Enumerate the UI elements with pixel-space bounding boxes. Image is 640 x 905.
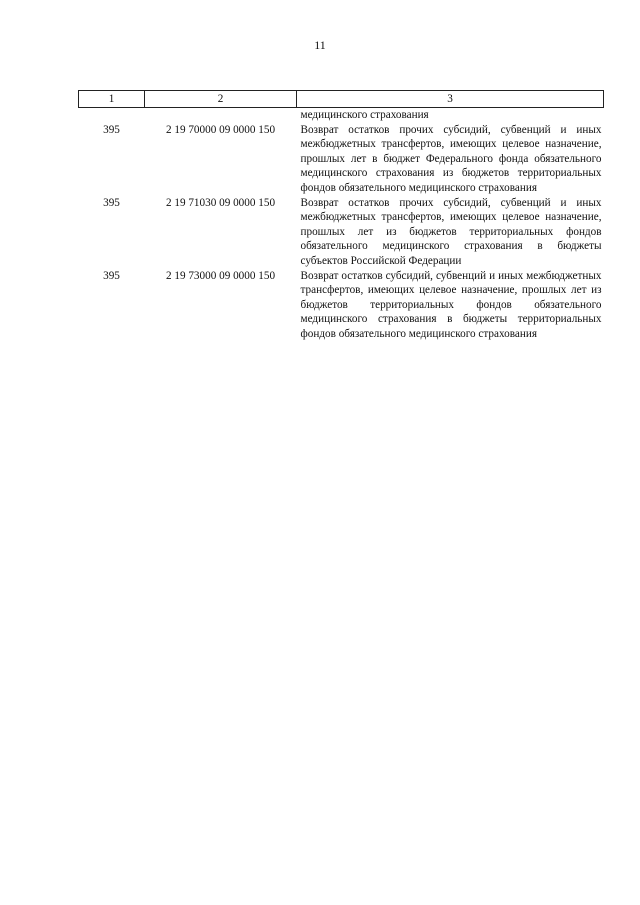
page-number: 11 [314, 38, 326, 52]
document-table [78, 90, 603, 342]
admin-code-cell: 395 [103, 196, 120, 209]
table-row-carry-over [79, 108, 604, 123]
table-row [79, 123, 604, 196]
name-cell: Возврат остатков субсидий, субвенций и иных межбюджетных трансфертов, имеющих целевое назначение, прошлых лет из бюджетов территориальных фондов обязательного медицинского страхования в бюджеты территориальных фондов обязательного медицинского страхования [300, 269, 602, 340]
admin-code-cell: 395 [103, 123, 120, 136]
admin-code-cell: 395 [103, 269, 120, 282]
table-header-row [79, 91, 604, 108]
name-cell: Возврат остатков прочих субсидий, субвенций и иных межбюджетных трансфертов, имеющих целевое назначение, прошлых лет в бюджет Федерального фонда обязательного медицинского страхования из бюджетов территориальных фондов обязательного медицинского страхования [300, 123, 602, 194]
header-col-2: 2 [145, 91, 297, 108]
carry-over-kbk-cell [145, 108, 297, 123]
kbk-cell: 2 19 70000 09 0000 150 [165, 123, 276, 136]
table-row [79, 196, 604, 269]
kbk-cell: 2 19 71030 09 0000 150 [165, 196, 276, 209]
header-col-3: 3 [297, 91, 604, 108]
kbk-cell: 2 19 73000 09 0000 150 [165, 269, 276, 282]
name-cell: Возврат остатков прочих субсидий, субвенций и иных межбюджетных трансфертов, имеющих целевое назначение, прошлых лет из бюджетов территориальных фондов обязательного медицинского страхования в бюджеты субъектов Российской Федерации [300, 196, 602, 267]
carry-over-code-cell [79, 108, 145, 123]
header-col-1: 1 [79, 91, 145, 108]
table-row [79, 269, 604, 342]
revenue-classification-table [78, 90, 604, 342]
carry-over-name-cell: медицинского страхования [300, 109, 429, 121]
